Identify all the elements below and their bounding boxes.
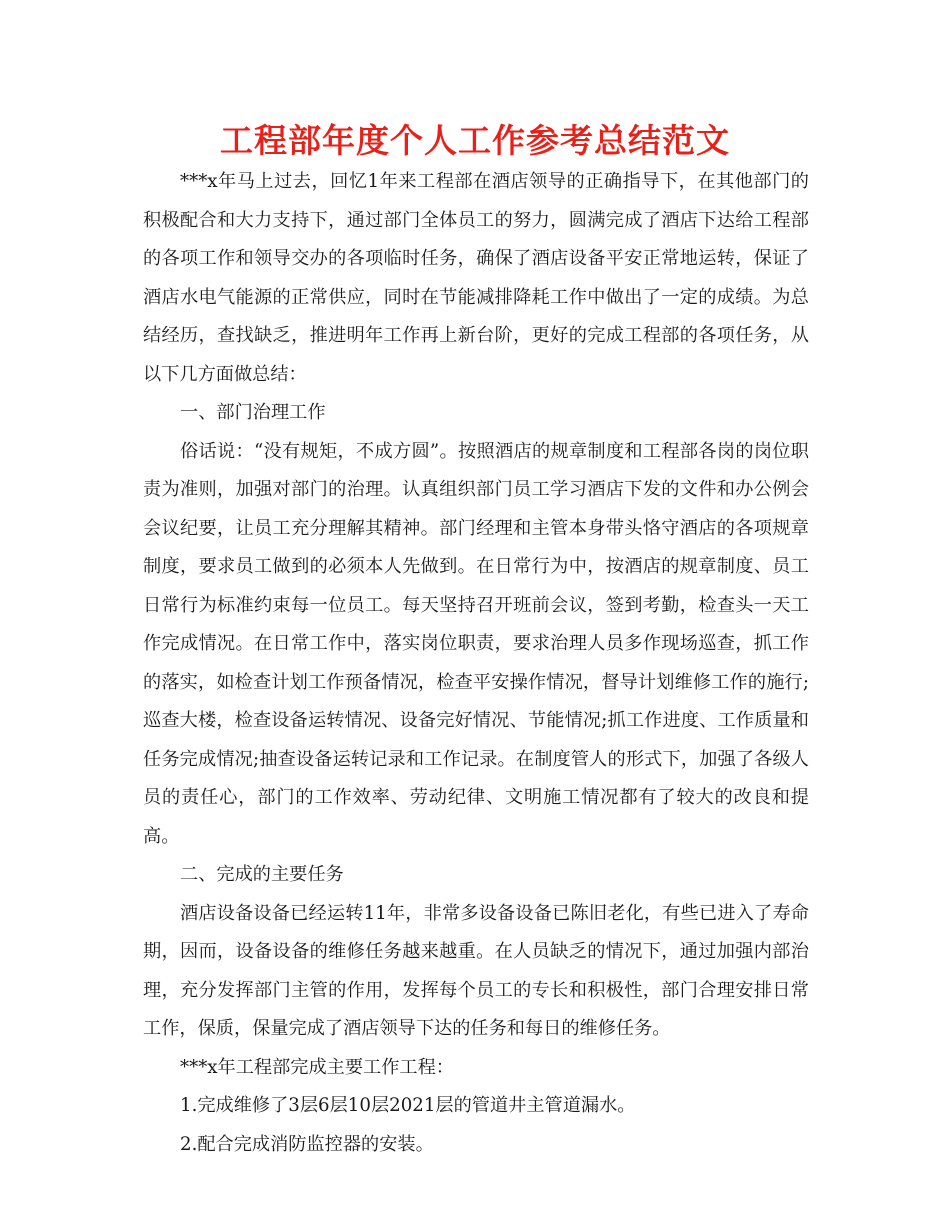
- list-item: 1.完成维修了3层6层10层2021层的管道井主管道漏水。: [180, 1095, 636, 1116]
- section-heading-main-tasks: 二、完成的主要任务: [180, 864, 344, 885]
- document-title: 工程部年度个人工作参考总结范文: [220, 121, 730, 160]
- main-tasks-paragraph: 酒店设备设备已经运转11年，非常多设备设备已陈旧老化，有些已进入了寿命期，因而，设备设备的维修任务越来越重。在人员缺乏的情况下，通过加强内部治理，充分发挥部门主管的作用，发挥每个员工的专长和积极性，部门合理安排日常工作，保质，保量完成了酒店领导下达的任务和每日的维修任务。: [143, 902, 809, 1039]
- section-heading-management: 一、部门治理工作: [180, 402, 326, 423]
- projects-heading: ***x年工程部完成主要工作工程：: [180, 1056, 454, 1078]
- management-paragraph: 俗话说：“没有规矩，不成方圆”。按照酒店的规章制度和工程部各岗的岗位职责为准则，加强对部门的治理。认真组织部门员工学习酒店下发的文件和办公例会会议纪要，让员工充分理解其精神。部门经理和主管本身带头恪守酒店的各项规章制度，要求员工做到的必须本人先做到。在日常行为中，按酒店的规章制度、员工日常行为标准约束每一位员工。每天坚持召开班前会议，签到考勤，检查头一天工作完成情况。在日常工作中，落实岗位职责，要求治理人员多作现场巡查，抓工作的落实，如检查计划工作预备情况，检查平安操作情况，督导计划维修工作的施行;巡查大楼，检查设备运转情况、设备完好情况、节能情况;抓工作进度、工作质量和任务完成情况;抽查设备运转记录和工作记录。在制度管人的形式下，加强了各级人员的责任心，部门的工作效率、劳动纪律、文明施工情况都有了较大的改良和提高。: [143, 440, 809, 847]
- list-item: 2.配合完成消防监控器的安装。: [180, 1133, 434, 1155]
- document-body: [143, 163, 809, 1164]
- intro-paragraph: ***x年马上过去，回忆1年来工程部在酒店领导的正确指导下，在其他部门的积极配合和大力支持下，通过部门全体员工的努力，圆满完成了酒店下达给工程部的各项工作和领导交办的各项临时任务，确保了酒店设备平安正常地运转，保证了酒店水电气能源的正常供应，同时在节能减排降耗工作中做出了一定的成绩。为总结经历，查找缺乏，推进明年工作再上新台阶，更好的完成工程部的各项任务，从以下几方面做总结：: [143, 171, 809, 385]
